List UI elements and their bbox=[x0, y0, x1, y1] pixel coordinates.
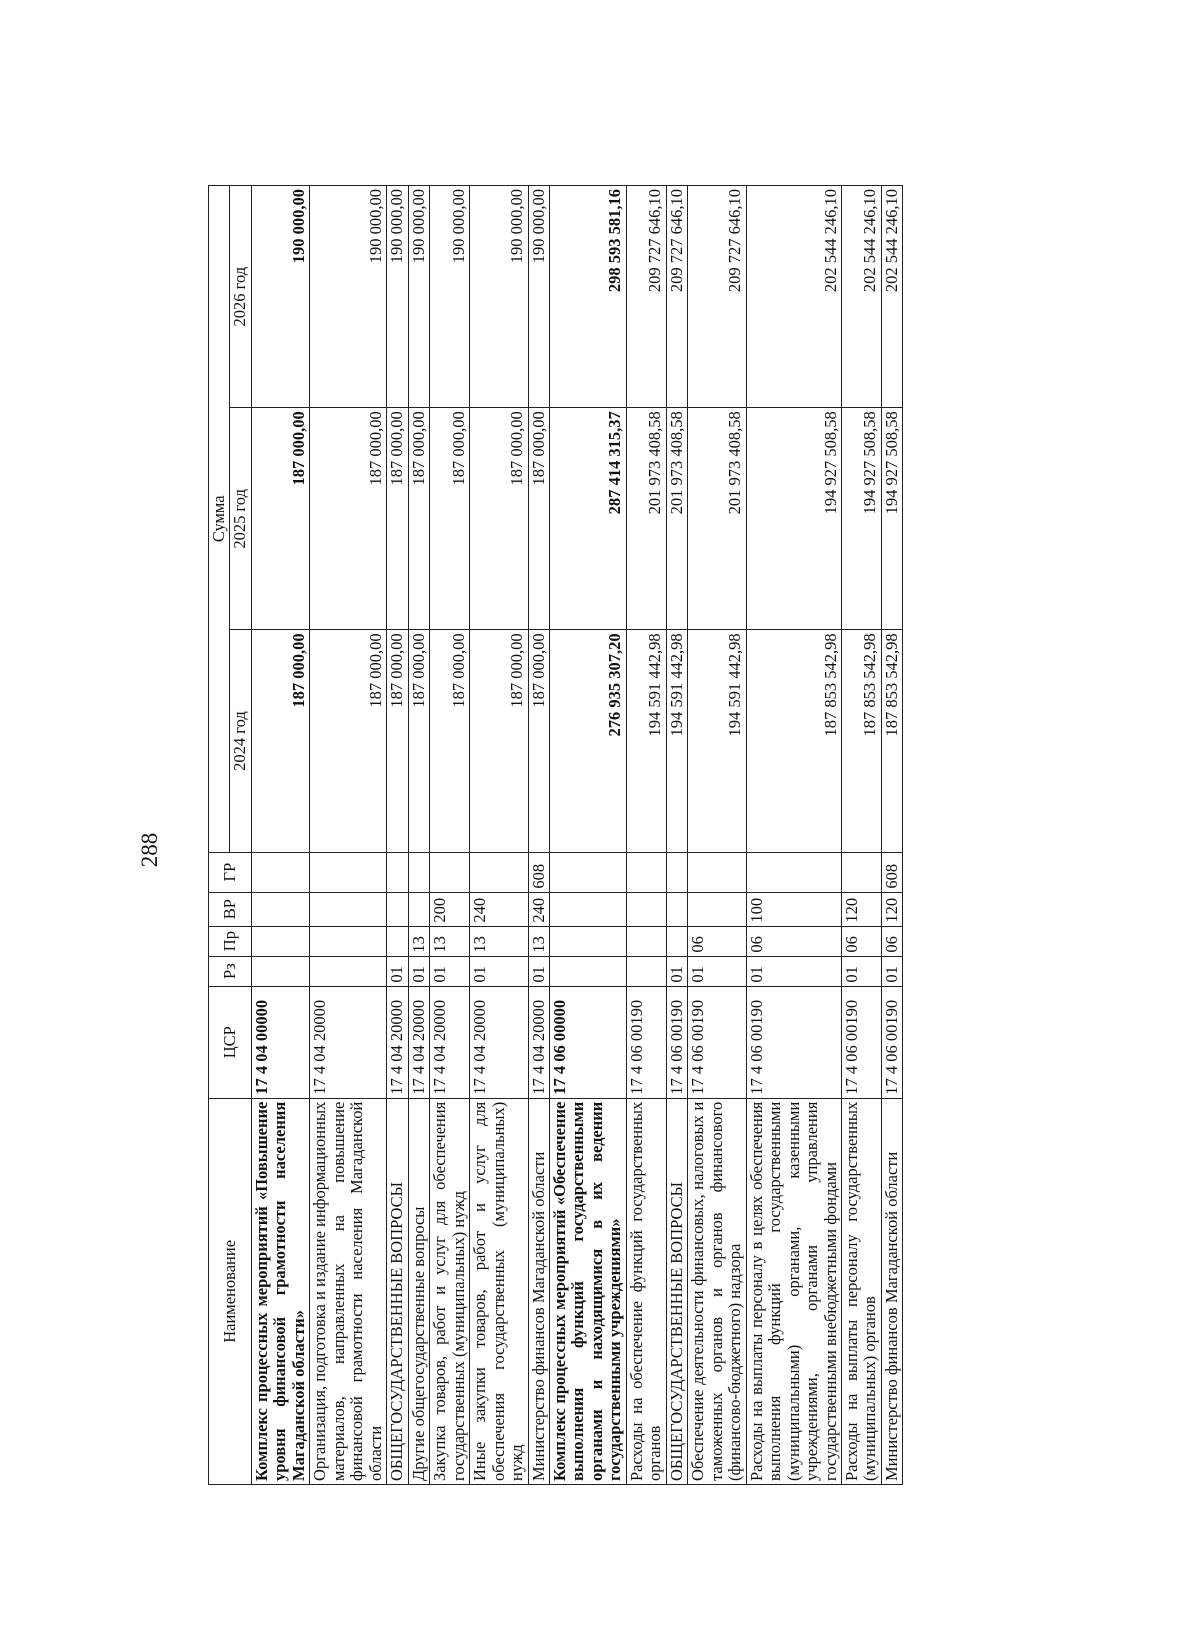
cell-name: Расходы на выплаты персоналу в целях обеспечения выполнения функций государственными (муниципальными) органами, казенными учреждениями, органами управления государственными внебюджетными фондами bbox=[746, 1098, 841, 1484]
cell-name: Закупка товаров, работ и услуг для обеспечения государственных (муниципальных) нужд bbox=[430, 1098, 470, 1484]
cell-gr bbox=[688, 852, 746, 892]
cell-2024: 194 591 442,98 bbox=[626, 630, 666, 852]
cell-rz: 01 bbox=[688, 956, 746, 986]
cell-pr bbox=[387, 926, 408, 956]
cell-2025: 187 000,00 bbox=[528, 408, 549, 630]
cell-2024: 187 853 542,98 bbox=[746, 630, 841, 852]
cell-2024: 187 000,00 bbox=[470, 630, 528, 852]
cell-gr bbox=[842, 852, 882, 892]
cell-csr: 17 4 06 00190 bbox=[881, 986, 902, 1098]
header-year-2024: 2024 год bbox=[230, 630, 251, 852]
table-row bbox=[310, 186, 387, 1485]
cell-2024: 187 853 542,98 bbox=[842, 630, 882, 852]
cell-2026: 209 727 646,10 bbox=[666, 186, 687, 408]
cell-vr bbox=[310, 892, 387, 926]
cell-2026: 202 544 246,10 bbox=[746, 186, 841, 408]
cell-csr: 17 4 04 20000 bbox=[430, 986, 470, 1098]
cell-2025: 201 973 408,58 bbox=[688, 408, 746, 630]
table-row bbox=[746, 186, 841, 1485]
cell-2026: 209 727 646,10 bbox=[626, 186, 666, 408]
cell-vr: 200 bbox=[430, 892, 470, 926]
cell-vr: 240 bbox=[528, 892, 549, 926]
table-row bbox=[688, 186, 746, 1485]
table-row bbox=[387, 186, 408, 1485]
cell-gr bbox=[430, 852, 470, 892]
cell-csr: 17 4 04 00000 bbox=[251, 986, 309, 1098]
cell-vr bbox=[549, 892, 626, 926]
cell-pr bbox=[549, 926, 626, 956]
table-row bbox=[528, 186, 549, 1485]
cell-2026: 190 000,00 bbox=[430, 186, 470, 408]
cell-2024: 194 591 442,98 bbox=[688, 630, 746, 852]
cell-name: Министерство финансов Магаданской области bbox=[528, 1098, 549, 1484]
cell-csr: 17 4 04 20000 bbox=[528, 986, 549, 1098]
page-number: 288 bbox=[137, 832, 162, 868]
cell-2024: 187 000,00 bbox=[251, 630, 309, 852]
cell-2025: 201 973 408,58 bbox=[626, 408, 666, 630]
cell-2024: 187 000,00 bbox=[430, 630, 470, 852]
table-row bbox=[470, 186, 528, 1485]
header-name: Наименование bbox=[209, 1098, 252, 1484]
rotated-table-container bbox=[208, 185, 1008, 1485]
cell-vr bbox=[666, 892, 687, 926]
cell-2026: 190 000,00 bbox=[470, 186, 528, 408]
cell-vr bbox=[251, 892, 309, 926]
cell-gr: 608 bbox=[881, 852, 902, 892]
cell-2024: 187 000,00 bbox=[310, 630, 387, 852]
cell-2025: 201 973 408,58 bbox=[666, 408, 687, 630]
cell-2024: 187 000,00 bbox=[408, 630, 429, 852]
table-row bbox=[251, 186, 309, 1485]
cell-vr: 120 bbox=[842, 892, 882, 926]
cell-pr: 06 bbox=[842, 926, 882, 956]
cell-rz bbox=[251, 956, 309, 986]
cell-rz: 01 bbox=[746, 956, 841, 986]
cell-2026: 202 544 246,10 bbox=[842, 186, 882, 408]
cell-gr bbox=[626, 852, 666, 892]
cell-2025: 194 927 508,58 bbox=[881, 408, 902, 630]
cell-name: Организация, подготовка и издание информационных материалов, направленных на повышение финансовой грамотности населения Магаданской области bbox=[310, 1098, 387, 1484]
cell-gr bbox=[746, 852, 841, 892]
cell-rz: 01 bbox=[842, 956, 882, 986]
cell-name: Комплекс процессных мероприятий «Повышение уровня финансовой грамотности населения Магаданской области» bbox=[251, 1098, 309, 1484]
cell-name: Расходы на обеспечение функций государственных органов bbox=[626, 1098, 666, 1484]
header-gr: ГР bbox=[209, 852, 252, 892]
table-row bbox=[881, 186, 902, 1485]
cell-name: Другие общегосударственные вопросы bbox=[408, 1098, 429, 1484]
cell-2025: 187 000,00 bbox=[310, 408, 387, 630]
cell-pr: 13 bbox=[470, 926, 528, 956]
cell-gr bbox=[470, 852, 528, 892]
header-csr: ЦСР bbox=[209, 986, 252, 1098]
cell-gr bbox=[387, 852, 408, 892]
cell-rz bbox=[549, 956, 626, 986]
cell-rz: 01 bbox=[666, 956, 687, 986]
cell-pr bbox=[310, 926, 387, 956]
cell-csr: 17 4 04 20000 bbox=[470, 986, 528, 1098]
cell-2024: 187 853 542,98 bbox=[881, 630, 902, 852]
cell-vr: 240 bbox=[470, 892, 528, 926]
cell-csr: 17 4 06 00000 bbox=[549, 986, 626, 1098]
cell-vr: 120 bbox=[881, 892, 902, 926]
cell-pr: 06 bbox=[881, 926, 902, 956]
cell-2025: 187 000,00 bbox=[408, 408, 429, 630]
cell-2026: 209 727 646,10 bbox=[688, 186, 746, 408]
cell-gr: 608 bbox=[528, 852, 549, 892]
table-body bbox=[251, 186, 902, 1485]
table-row bbox=[408, 186, 429, 1485]
cell-rz: 01 bbox=[470, 956, 528, 986]
cell-gr bbox=[666, 852, 687, 892]
cell-pr: 06 bbox=[688, 926, 746, 956]
cell-rz: 01 bbox=[881, 956, 902, 986]
cell-2026: 190 000,00 bbox=[387, 186, 408, 408]
cell-2024: 187 000,00 bbox=[387, 630, 408, 852]
cell-2025: 187 000,00 bbox=[251, 408, 309, 630]
table-row bbox=[626, 186, 666, 1485]
cell-2024: 276 935 307,20 bbox=[549, 630, 626, 852]
cell-name: ОБЩЕГОСУДАРСТВЕННЫЕ ВОПРОСЫ bbox=[387, 1098, 408, 1484]
header-sum: Сумма bbox=[209, 186, 230, 853]
cell-2026: 190 000,00 bbox=[408, 186, 429, 408]
header-year-2025: 2025 год bbox=[230, 408, 251, 630]
cell-name: Комплекс процессных мероприятий «Обеспечение выполнения функций государственными органами и находящимися в их ведении государственными учреждениями» bbox=[549, 1098, 626, 1484]
cell-2025: 187 000,00 bbox=[430, 408, 470, 630]
cell-vr: 100 bbox=[746, 892, 841, 926]
cell-2026: 298 593 581,16 bbox=[549, 186, 626, 408]
header-pr: Пр bbox=[209, 926, 252, 956]
cell-vr bbox=[626, 892, 666, 926]
cell-vr bbox=[408, 892, 429, 926]
cell-gr bbox=[251, 852, 309, 892]
cell-pr: 13 bbox=[408, 926, 429, 956]
cell-pr bbox=[666, 926, 687, 956]
cell-rz: 01 bbox=[408, 956, 429, 986]
cell-name: Иные закупки товаров, работ и услуг для обеспечения государственных (муниципальных) нужд bbox=[470, 1098, 528, 1484]
cell-csr: 17 4 04 20000 bbox=[408, 986, 429, 1098]
cell-csr: 17 4 04 20000 bbox=[310, 986, 387, 1098]
budget-table bbox=[208, 185, 903, 1485]
cell-name: ОБЩЕГОСУДАРСТВЕННЫЕ ВОПРОСЫ bbox=[666, 1098, 687, 1484]
cell-2024: 187 000,00 bbox=[528, 630, 549, 852]
cell-rz: 01 bbox=[528, 956, 549, 986]
cell-name: Министерство финансов Магаданской области bbox=[881, 1098, 902, 1484]
cell-pr: 13 bbox=[528, 926, 549, 956]
cell-rz bbox=[310, 956, 387, 986]
cell-vr bbox=[688, 892, 746, 926]
header-vr: ВР bbox=[209, 892, 252, 926]
cell-gr bbox=[408, 852, 429, 892]
cell-rz: 01 bbox=[430, 956, 470, 986]
cell-pr: 06 bbox=[746, 926, 841, 956]
cell-2025: 287 414 315,37 bbox=[549, 408, 626, 630]
cell-2026: 190 000,00 bbox=[310, 186, 387, 408]
cell-pr bbox=[626, 926, 666, 956]
cell-name: Обеспечение деятельности финансовых, налоговых и таможенных органов и органов финансового (финансово-бюджетного) надзора bbox=[688, 1098, 746, 1484]
table-row bbox=[430, 186, 470, 1485]
cell-2026: 190 000,00 bbox=[251, 186, 309, 408]
cell-rz bbox=[626, 956, 666, 986]
table-row bbox=[842, 186, 882, 1485]
header-year-2026: 2026 год bbox=[230, 186, 251, 408]
cell-2025: 194 927 508,58 bbox=[842, 408, 882, 630]
cell-2025: 187 000,00 bbox=[470, 408, 528, 630]
header-rz: Рз bbox=[209, 956, 252, 986]
cell-2025: 194 927 508,58 bbox=[746, 408, 841, 630]
cell-csr: 17 4 06 00190 bbox=[626, 986, 666, 1098]
table-row bbox=[549, 186, 626, 1485]
cell-gr bbox=[549, 852, 626, 892]
cell-2026: 202 544 246,10 bbox=[881, 186, 902, 408]
cell-2026: 190 000,00 bbox=[528, 186, 549, 408]
cell-pr bbox=[251, 926, 309, 956]
cell-pr: 13 bbox=[430, 926, 470, 956]
cell-csr: 17 4 06 00190 bbox=[842, 986, 882, 1098]
cell-gr bbox=[310, 852, 387, 892]
table-row bbox=[666, 186, 687, 1485]
cell-name: Расходы на выплаты персоналу государственных (муниципальных) органов bbox=[842, 1098, 882, 1484]
cell-csr: 17 4 06 00190 bbox=[746, 986, 841, 1098]
cell-2025: 187 000,00 bbox=[387, 408, 408, 630]
cell-csr: 17 4 04 20000 bbox=[387, 986, 408, 1098]
cell-csr: 17 4 06 00190 bbox=[688, 986, 746, 1098]
cell-vr bbox=[387, 892, 408, 926]
cell-csr: 17 4 06 00190 bbox=[666, 986, 687, 1098]
cell-2024: 194 591 442,98 bbox=[666, 630, 687, 852]
cell-rz: 01 bbox=[387, 956, 408, 986]
table-header bbox=[209, 186, 252, 1485]
